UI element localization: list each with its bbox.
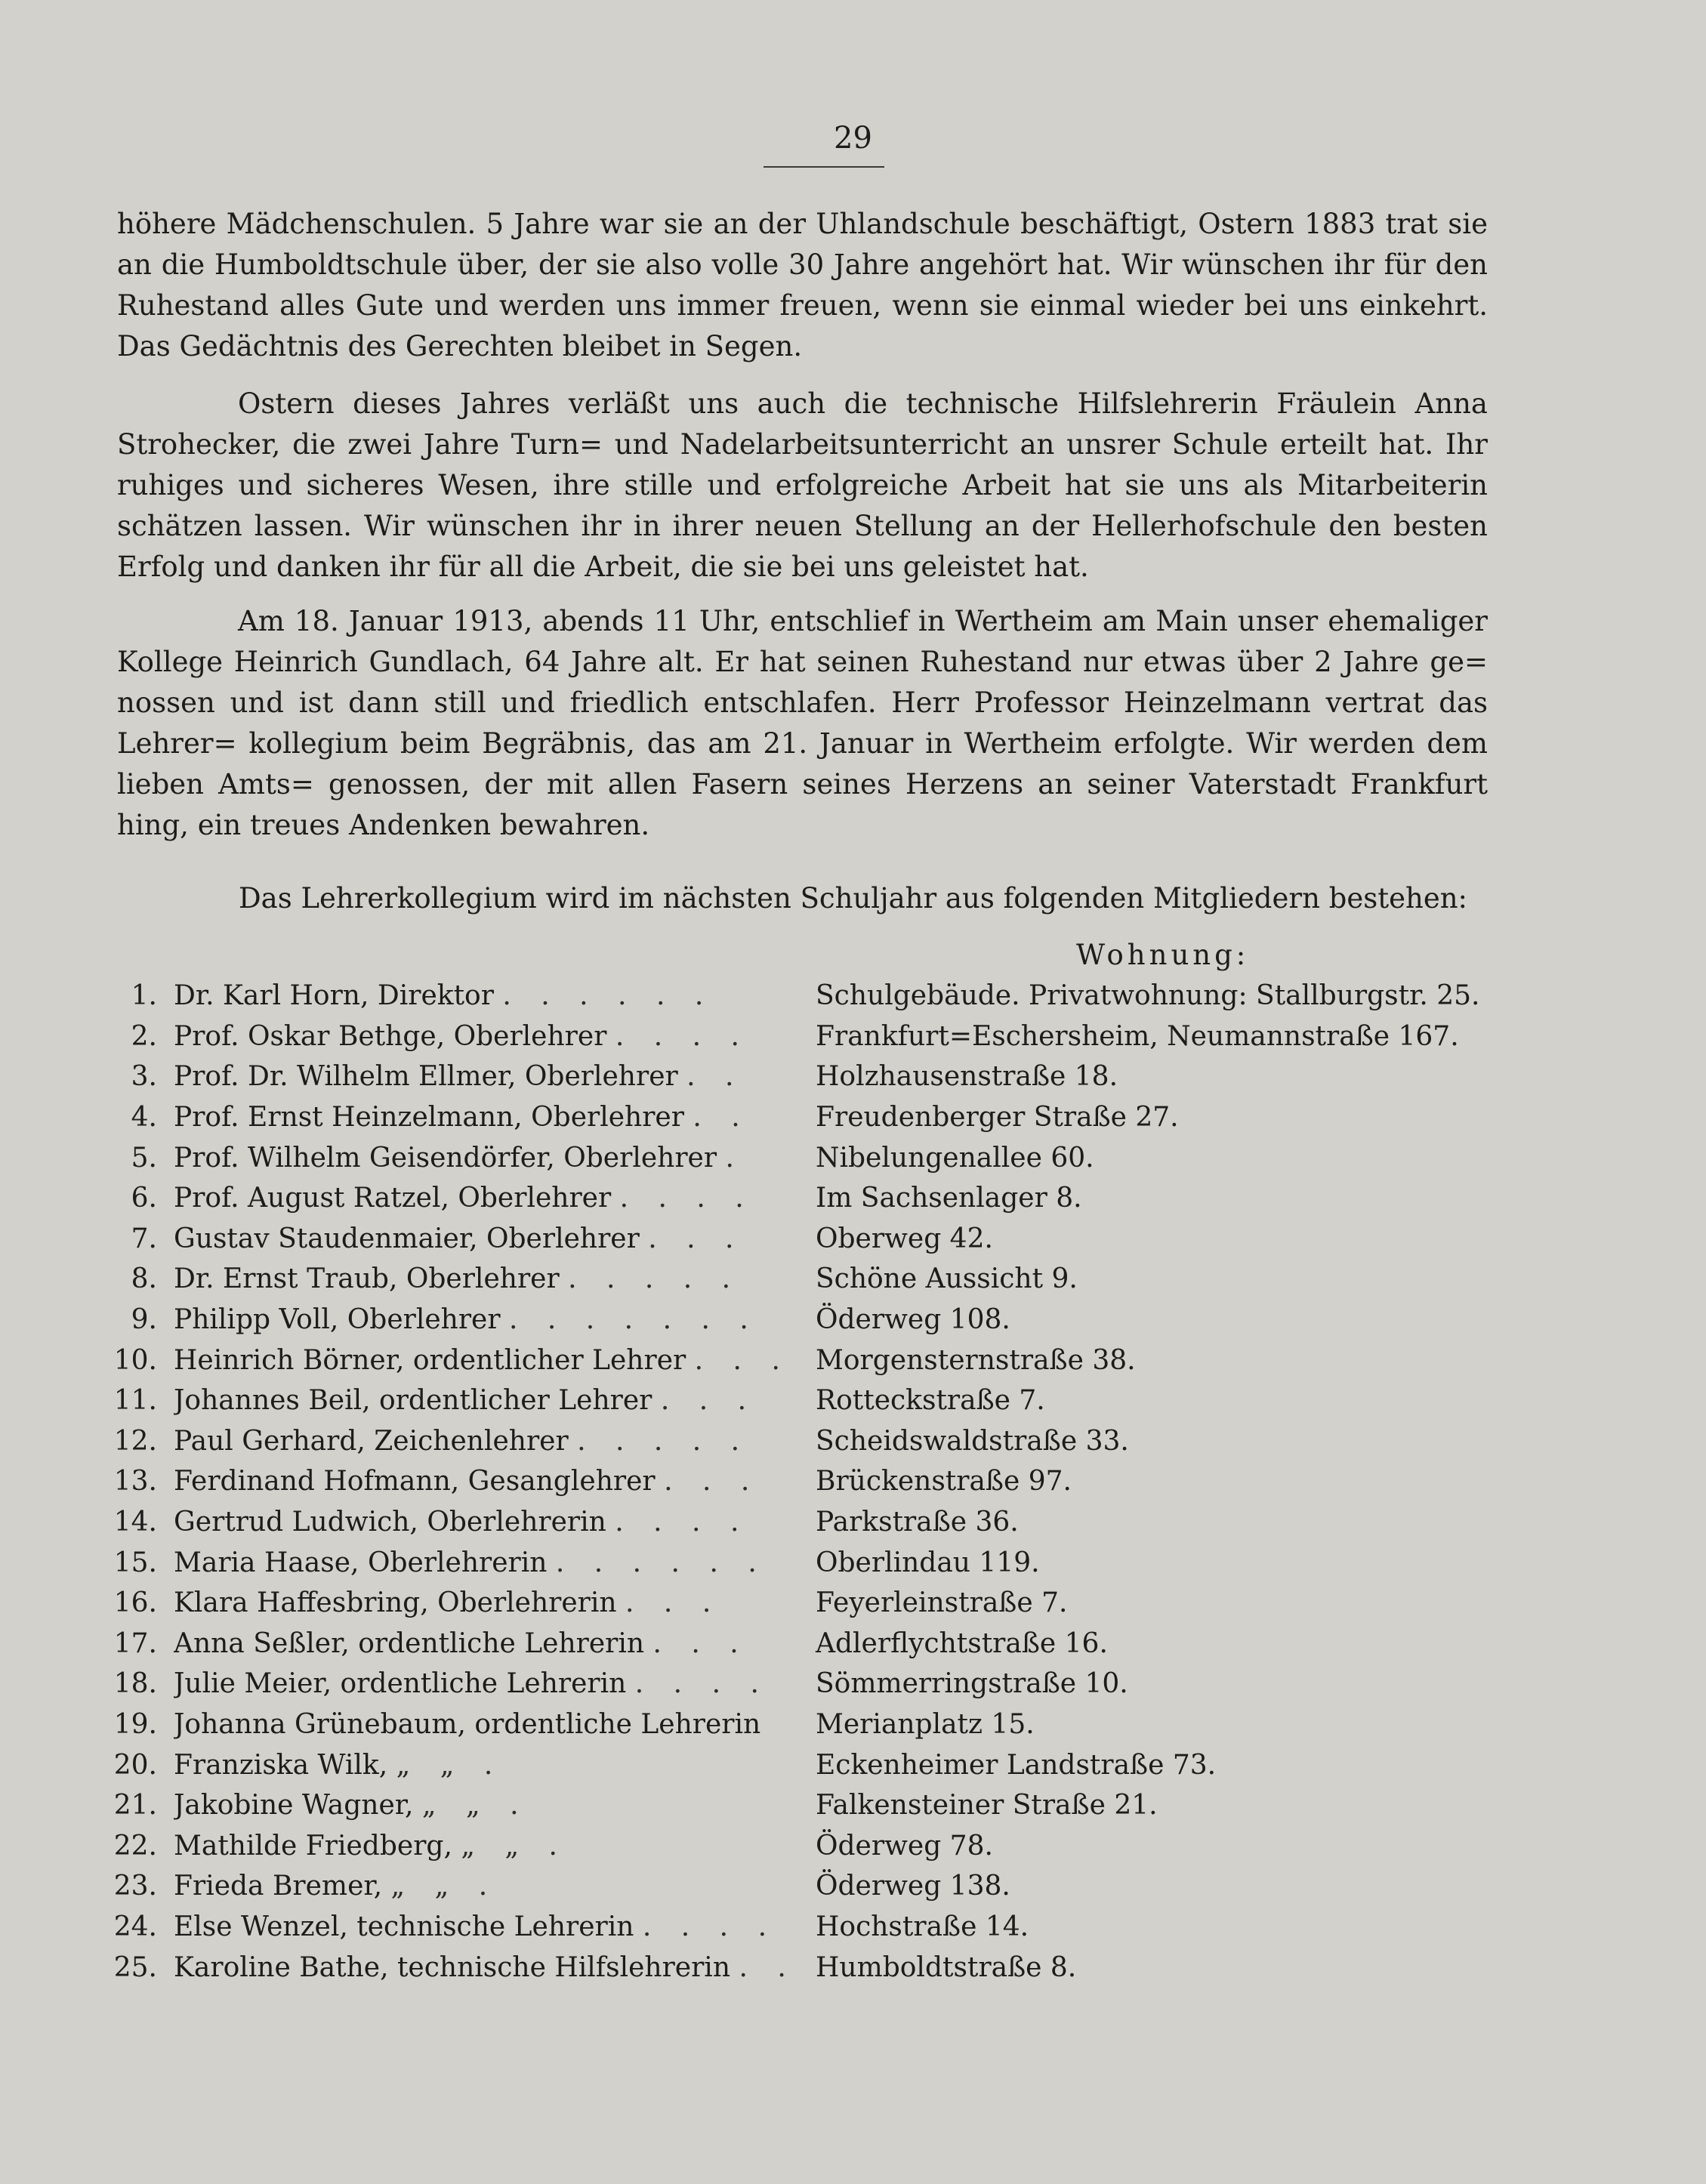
staff-name-cell [174,1061,816,1092]
staff-name-cell [174,1790,816,1821]
staff-row [106,1664,1510,1704]
staff-name-cell [174,1263,816,1294]
staff-address: Parkstraße 36. [816,1507,1019,1538]
staff-name: Gertrud Ludwich, Oberlehrerin [174,1507,606,1538]
page-number: 29 [834,121,872,156]
staff-row [106,1300,1510,1340]
page-number-rule [764,166,884,168]
staff-name-cell [174,1952,816,1983]
staff-number: 10. [113,1344,157,1376]
staff-address: Freudenberger Straße 27. [816,1102,1179,1134]
staff-number: 16. [113,1587,157,1619]
staff-name: Prof. Oskar Bethge, Oberlehrer [174,1020,607,1052]
staff-name-cell [174,980,816,1011]
staff-name-cell [174,1587,816,1618]
staff-address: Humboldtstraße 8. [816,1951,1077,1983]
staff-row [106,1097,1510,1138]
staff-name: Maria Haase, Oberlehrerin [174,1547,548,1578]
staff-number: 1. [131,980,157,1012]
staff-row [106,1461,1510,1502]
staff-name: Julie Meier, ordentliche Lehrerin [174,1668,627,1700]
staff-name: Ferdinand Hofmann, Gesanglehrer [174,1466,656,1498]
staff-name-cell [174,1831,816,1862]
staff-name-cell [174,1871,816,1902]
staff-address: Frankfurt=Eschersheim, Neumannstraße 167. [816,1020,1459,1052]
staff-name: Prof. Dr. Wilhelm Ellmer, Oberlehrer [174,1061,678,1093]
dot-leader: . . . . [615,1507,750,1538]
dot-leader: . . . . [615,1020,750,1052]
staff-number: 24. [113,1911,157,1942]
dot-leader: . . [686,1061,745,1093]
staff-row [106,1259,1510,1300]
dot-leader: . . . . [619,1183,754,1214]
staff-row [106,1178,1510,1219]
dot-leader: . . . [652,1627,749,1659]
staff-name: Jakobine Wagner, [174,1790,414,1822]
dot-leader: . . . . [642,1911,778,1942]
staff-name-cell [174,1547,816,1578]
staff-name: Johanna Grünebaum, ordentliche Lehrerin [174,1708,761,1740]
staff-row [106,1624,1510,1664]
staff-row [106,1421,1510,1462]
staff-name: Frieda Bremer, [174,1871,383,1902]
staff-number: 2. [131,1020,157,1052]
dot-leader: . . [739,1951,797,1983]
staff-name: Philipp Voll, Oberlehrer [174,1304,501,1336]
staff-number: 23. [113,1871,157,1902]
staff-name: Prof. August Ratzel, Oberlehrer [174,1183,612,1214]
dot-leader: . . . [648,1223,745,1254]
staff-name-cell [174,1507,816,1538]
staff-address: Öderweg 108. [816,1304,1010,1336]
staff-number: 19. [113,1708,157,1740]
ditto-marks: „ „ . [421,1790,529,1822]
staff-address: Morgensternstraße 38. [816,1344,1136,1376]
staff-number: 14. [113,1507,157,1538]
staff-name-cell [174,1102,816,1133]
staff-list-intro: Das Lehrerkollegium wird im nächsten Schuljahr aus folgenden Mitgliedern bestehen: [238,882,1468,915]
staff-address: Scheidswaldstraße 33. [816,1425,1129,1457]
dot-leader: . . . [694,1344,791,1376]
staff-row [106,1380,1510,1421]
staff-name: Else Wenzel, technische Lehrerin [174,1911,634,1942]
staff-row [106,1744,1510,1785]
staff-row [106,1825,1510,1866]
paragraph-3: Am 18. Januar 1913, abends 11 Uhr, entschlief in Wertheim am Main unser ehemaliger Kollege Heinrich Gundlach, 64 Jahre alt. Er hat seinen Ruhestand nur etwas über 2 Jahre ge= nossen und ist dann still und friedlich entschlafen. Herr Professor Heinzelmann vertrat das Lehrer= kollegium beim Begräbnis, das am 21. Januar in Wertheim erfolgte. Wir werden dem lieben Amts= genossen, der mit allen Fasern seines Herzens an seiner Vaterstadt Frankfurt hing, ein treues Andenken bewahren. [117,605,1488,841]
staff-address: Schöne Aussicht 9. [816,1263,1078,1295]
staff-name-cell [174,1183,816,1214]
dot-leader: . . . . [634,1668,770,1700]
staff-row [106,1219,1510,1260]
staff-name: Gustav Staudenmaier, Oberlehrer [174,1223,640,1254]
staff-number: 13. [113,1466,157,1498]
staff-row [106,1057,1510,1097]
staff-name: Franziska Wilk, [174,1749,388,1781]
staff-row [106,1542,1510,1583]
staff-row [106,1016,1510,1057]
staff-number: 7. [131,1223,157,1254]
staff-number: 22. [113,1830,157,1862]
dot-leader: . . . . . [568,1263,742,1295]
ditto-marks: „ „ . [461,1830,568,1862]
staff-number: 5. [131,1142,157,1174]
staff-name-cell [174,1709,816,1740]
staff-name: Paul Gerhard, Zeichenlehrer [174,1425,569,1457]
staff-address: Oberlindau 119. [816,1547,1040,1578]
staff-number: 8. [131,1263,157,1295]
staff-name: Dr. Karl Horn, Direktor [174,980,494,1012]
staff-name-cell [174,1223,816,1254]
dot-leader: . . [693,1102,751,1134]
staff-number: 12. [113,1425,157,1457]
staff-address: Im Sachsenlager 8. [816,1183,1082,1214]
staff-name-cell [174,1385,816,1416]
staff-row [106,1704,1510,1745]
staff-name: Dr. Ernst Traub, Oberlehrer [174,1263,560,1295]
staff-address: Holzhausenstraße 18. [816,1061,1118,1093]
staff-address: Falkensteiner Straße 21. [816,1790,1158,1822]
dot-leader: . . . . . . . [509,1304,759,1336]
staff-name-cell [174,1628,816,1659]
staff-row [106,1785,1510,1826]
staff-name: Prof. Wilhelm Geisendörfer, Oberlehrer [174,1142,717,1174]
staff-number: 18. [113,1668,157,1700]
staff-address: Adlerflychtstraße 16. [816,1627,1108,1659]
staff-name-cell [174,1466,816,1497]
staff-address: Sömmerringstraße 10. [816,1668,1128,1700]
staff-row [106,1947,1510,1988]
staff-name-cell [174,1426,816,1457]
ditto-marks: „ „ . [396,1749,504,1781]
staff-name: Heinrich Börner, ordentlicher Lehrer [174,1344,686,1376]
staff-address: Öderweg 138. [816,1871,1010,1902]
staff-number: 21. [113,1790,157,1822]
staff-row [106,1907,1510,1948]
dot-leader: . [725,1142,745,1174]
staff-name: Mathilde Friedberg, [174,1830,452,1862]
staff-name: Klara Haffesbring, Oberlehrerin [174,1587,617,1619]
staff-number: 4. [131,1102,157,1134]
staff-name-cell [174,1021,816,1052]
dot-leader: . . . [664,1466,760,1498]
staff-address: Eckenheimer Landstraße 73. [816,1749,1217,1781]
dot-leader: . . . . . . [555,1547,767,1578]
staff-address: Oberweg 42. [816,1223,993,1254]
staff-number: 25. [113,1951,157,1983]
staff-number: 11. [113,1385,157,1417]
staff-number: 6. [131,1183,157,1214]
staff-name-cell [174,1750,816,1781]
staff-row [106,976,1510,1016]
staff-name-cell [174,1345,816,1376]
staff-number: 17. [113,1627,157,1659]
staff-address: Nibelungenallee 60. [816,1142,1094,1174]
ditto-marks: „ „ . [390,1871,498,1902]
staff-name: Karoline Bathe, technische Hilfslehrerin [174,1951,730,1983]
staff-name: Prof. Ernst Heinzelmann, Oberlehrer [174,1102,684,1134]
staff-address: Feyerleinstraße 7. [816,1587,1068,1619]
staff-row [106,1340,1510,1380]
paragraph-2: Ostern dieses Jahres verläßt uns auch die technische Hilfslehrerin Fräulein Anna Strohecker, die zwei Jahre Turn= und Nadelarbeitsunterricht an unsrer Schule erteilt hat. Ihr ruhiges und sicheres Wesen, ihre stille und erfolgreiche Arbeit hat sie uns als Mitarbeiterin schätzen lassen. Wir wünschen ihr in ihrer neuen Stellung an der Hellerhofschule den besten Erfolg und danken ihr für all die Arbeit, die sie bei uns geleistet hat. [117,387,1488,583]
staff-number: 20. [113,1749,157,1781]
staff-row [106,1583,1510,1624]
dot-leader: . . . [625,1587,722,1619]
staff-row [106,1502,1510,1543]
staff-address: Rotteckstraße 7. [816,1385,1045,1417]
staff-name-cell [174,1668,816,1699]
staff-number: 15. [113,1547,157,1578]
staff-list [106,976,1510,1988]
paragraph-1: höhere Mädchenschulen. 5 Jahre war sie an der Uhlandschule beschäftigt, Ostern 1883 trat sie an die Humboldtschule über, der sie also volle 30 Jahre angehört hat. Wir wünschen ihr für den Ruhestand alles Gute und werden uns immer freuen, wenn sie einmal wieder bei uns einkehrt. Das Gedächtnis des Gerechten bleibet in Segen. [117,208,1488,362]
staff-name-cell [174,1143,816,1174]
staff-row [106,1866,1510,1907]
staff-address: Schulgebäude. Privatwohnung: Stallburgstr. 25. [816,980,1480,1012]
staff-name: Johannes Beil, ordentlicher Lehrer [174,1385,652,1417]
dot-leader: . . . [660,1385,757,1417]
staff-name-cell [174,1304,816,1335]
staff-address: Brückenstraße 97. [816,1466,1072,1498]
dot-leader: . . . . . [577,1425,751,1457]
staff-row [106,1137,1510,1178]
staff-address: Merianplatz 15. [816,1708,1035,1740]
address-column-header: Wohnung: [1076,939,1250,971]
staff-address: Öderweg 78. [816,1830,993,1862]
staff-name: Anna Seßler, ordentliche Lehrerin [174,1627,645,1659]
dot-leader: . . . . . . [502,980,714,1012]
staff-number: 3. [131,1061,157,1093]
staff-name-cell [174,1911,816,1942]
staff-address: Hochstraße 14. [816,1911,1029,1942]
staff-number: 9. [131,1304,157,1336]
